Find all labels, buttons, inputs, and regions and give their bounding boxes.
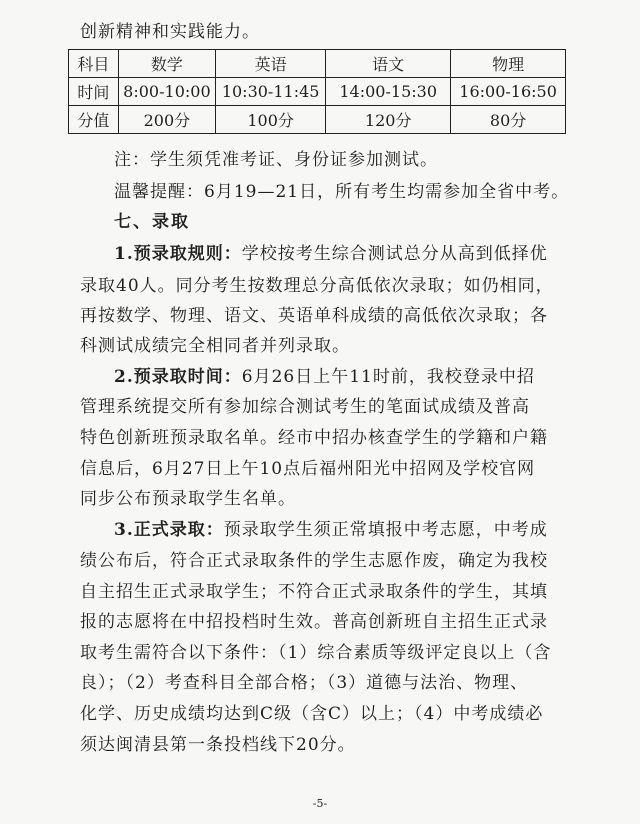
paragraph-line: 良）；（2）考查科目全部合格；（3）道德与法治、物理、 [80, 673, 529, 693]
table-cell: 100分 [216, 106, 326, 134]
reminder-text: 温馨提醒：6月19—21日，所有考生均需参加全省中考。 [114, 182, 570, 202]
paragraph-line: 科测试成绩完全相同者并列录取。 [80, 336, 350, 356]
table-cell: 200分 [118, 106, 215, 134]
table-cell: 10:30-11:45 [216, 78, 326, 106]
table-cell: 分值 [69, 106, 119, 134]
table-cell: 数学 [118, 50, 215, 78]
table-cell: 英语 [216, 50, 326, 78]
intro-tail-text: 创新精神和实践能力。 [80, 22, 260, 42]
page-number: -5- [312, 797, 328, 810]
item-label: 2.预录取时间： [114, 367, 242, 387]
table-cell: 120分 [326, 106, 451, 134]
paragraph-line: 取考生需符合以下条件：（1）综合素质等级评定良以上（含 [80, 643, 552, 663]
exam-schedule-table [68, 49, 566, 134]
note-text: 注：学生须凭准考证、身份证参加测试。 [114, 150, 438, 170]
paragraph-line: 化学、历史成绩均达到C级（含C）以上；（4）中考成绩必 [80, 704, 544, 724]
paragraph-line: 管理系统提交所有参加综合测试考生的笔面试成绩及普高 [80, 397, 530, 417]
table-row-time [69, 78, 566, 106]
table-cell: 14:00-15:30 [326, 78, 451, 106]
table-cell: 时间 [69, 78, 119, 106]
item-label: 1.预录取规则： [114, 244, 242, 264]
paragraph-line: 须达闽清县第一条投档线下20分。 [80, 735, 356, 755]
table-cell: 科目 [69, 50, 119, 78]
paragraph-line: 3.正式录取：预录取学生须正常填报中考志愿，中考成 [114, 520, 548, 540]
table-cell: 16:00-16:50 [451, 78, 566, 106]
table-row-score [69, 106, 566, 134]
item-label: 3.正式录取： [114, 520, 224, 540]
table-cell: 8:00-10:00 [118, 78, 215, 106]
paragraph-line: 自主招生正式录取学生；不符合正式录取条件的学生，其填 [80, 582, 548, 602]
paragraph-line: 报的志愿将在中招投档时生效。普高创新班自主招生正式录 [80, 612, 548, 632]
paragraph-line: 2.预录取时间：6月26日上午11时前，我校登录中招 [114, 367, 535, 387]
paragraph-line: 再按数学、物理、语文、英语单科成绩的高低依次录取；各 [80, 306, 548, 326]
paragraph-line: 同步公布预录取学生名单。 [80, 489, 296, 509]
paragraph-line: 特色创新班预录取名单。经市中招办核查学生的学籍和户籍 [80, 428, 548, 448]
table-cell: 80分 [451, 106, 566, 134]
paragraph-line: 录取40人。同分考生按数理总分高低依次录取；如仍相同， [80, 276, 554, 296]
table-cell: 语文 [326, 50, 451, 78]
section-title: 七、录取 [114, 212, 190, 232]
paragraph-line: 绩公布后，符合正式录取条件的学生志愿作废，确定为我校 [80, 551, 548, 571]
paragraph-line: 1.预录取规则：学校按考生综合测试总分从高到低择优 [114, 244, 548, 264]
paragraph-line: 信息后，6月27日上午10点后福州阳光中招网及学校官网 [80, 459, 536, 479]
table-row-subject [69, 50, 566, 78]
table-cell: 物理 [451, 50, 566, 78]
